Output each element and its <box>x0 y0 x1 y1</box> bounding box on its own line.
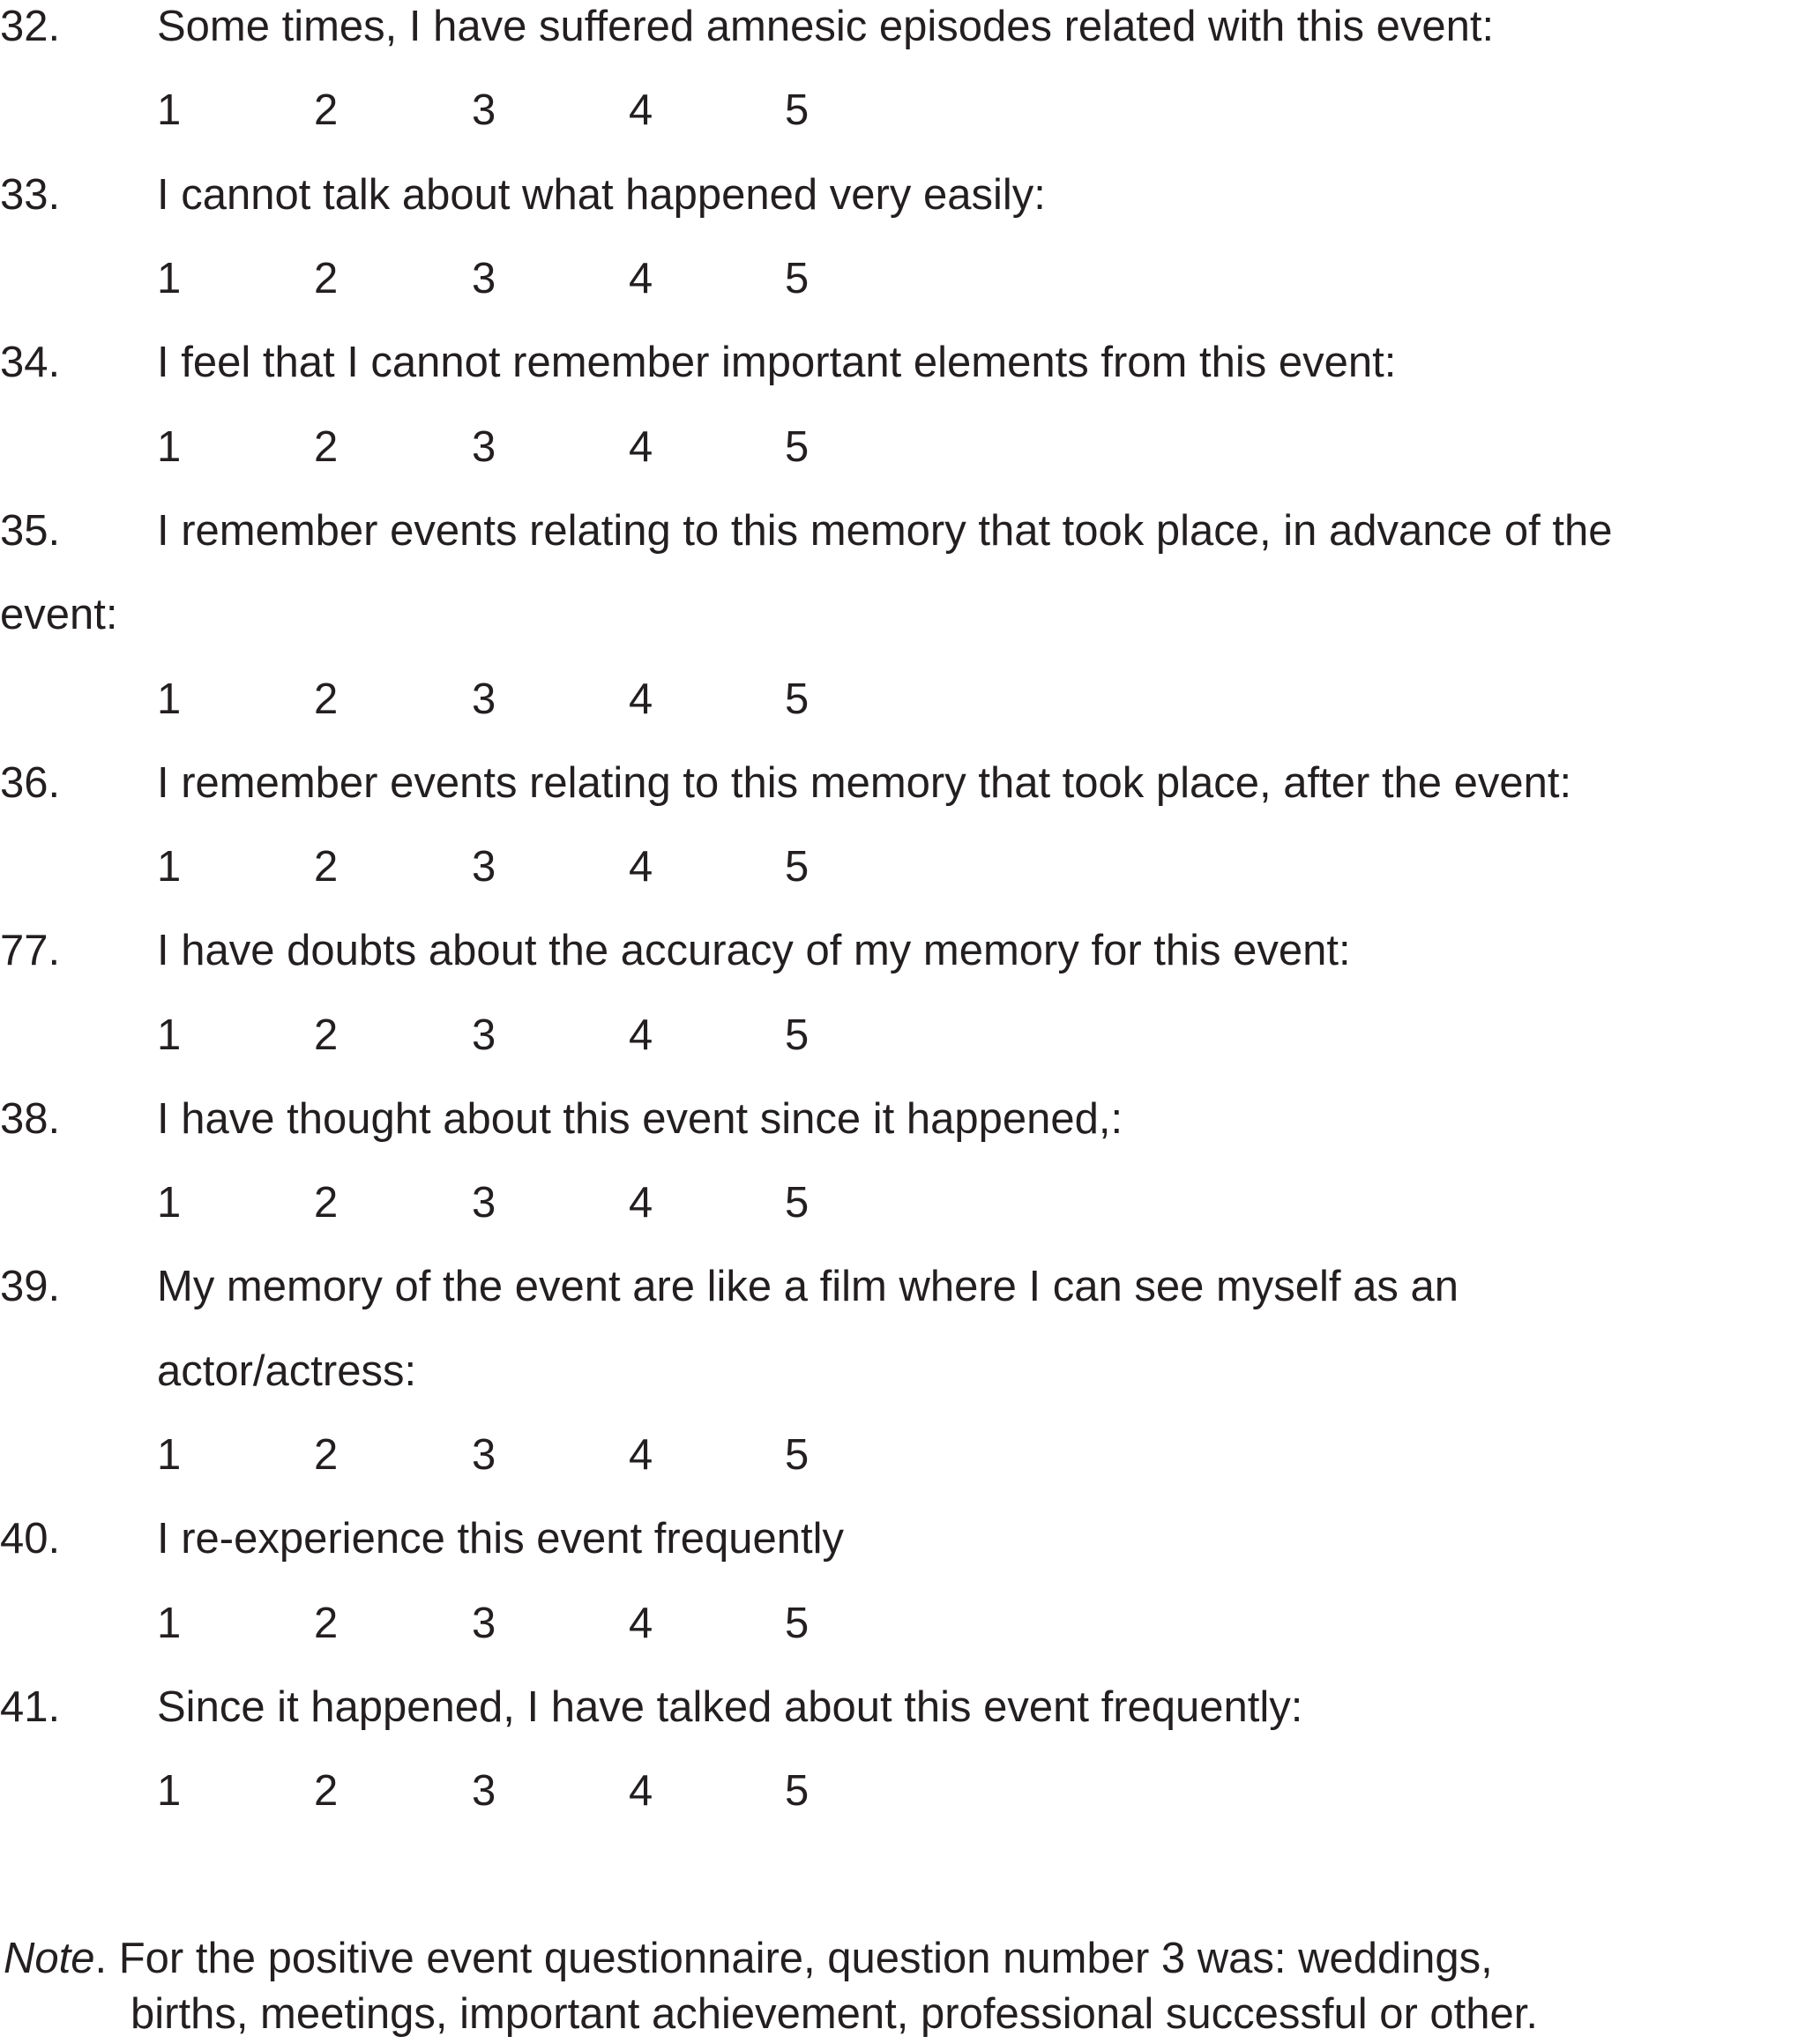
item-text: Some times, I have suffered amnesic episodes related with this event: <box>157 3 1495 50</box>
scale-option-5[interactable]: 5 <box>785 1179 810 1227</box>
item-number: 41. <box>0 1683 61 1731</box>
item-text: I have doubts about the accuracy of my memory for this event: <box>157 927 1351 974</box>
scale-option-4[interactable]: 4 <box>629 1600 653 1647</box>
scale-option-3[interactable]: 3 <box>472 843 496 891</box>
scale-option-2[interactable]: 2 <box>314 1011 339 1059</box>
scale-option-5[interactable]: 5 <box>785 675 810 723</box>
scale-option-1[interactable]: 1 <box>157 843 182 891</box>
item-number: 35. <box>0 507 61 555</box>
item-text: I remember events relating to this memory that took place, in advance of the <box>157 507 1613 555</box>
item-number: 34. <box>0 339 61 386</box>
item-text: I remember events relating to this memory that took place, after the event: <box>157 759 1572 807</box>
scale-option-5[interactable]: 5 <box>785 255 810 302</box>
item-text: I re-experience this event frequently <box>157 1515 844 1563</box>
scale-option-3[interactable]: 3 <box>472 1011 496 1059</box>
scale-option-1[interactable]: 1 <box>157 1431 182 1479</box>
scale-option-2[interactable]: 2 <box>314 675 339 723</box>
item-number: 32. <box>0 3 61 50</box>
scale-option-1[interactable]: 1 <box>157 255 182 302</box>
item-number: 36. <box>0 759 61 807</box>
scale-option-2[interactable]: 2 <box>314 255 339 302</box>
scale-option-5[interactable]: 5 <box>785 843 810 891</box>
scale-option-1[interactable]: 1 <box>157 1767 182 1815</box>
item-number: 39. <box>0 1263 61 1310</box>
scale-option-2[interactable]: 2 <box>314 1767 339 1815</box>
scale-option-5[interactable]: 5 <box>785 1767 810 1815</box>
scale-option-3[interactable]: 3 <box>472 255 496 302</box>
scale-option-4[interactable]: 4 <box>629 423 653 471</box>
item-text: My memory of the event are like a film where I can see myself as an <box>157 1263 1459 1310</box>
item-text: I feel that I cannot remember important elements from this event: <box>157 339 1397 386</box>
scale-option-3[interactable]: 3 <box>472 1600 496 1647</box>
scale-option-2[interactable]: 2 <box>314 1179 339 1227</box>
scale-option-4[interactable]: 4 <box>629 1179 653 1227</box>
item-number: 38. <box>0 1095 61 1143</box>
note-text: . For the positive event questionnaire, question number 3 was: weddings, <box>94 1935 1493 1982</box>
scale-option-1[interactable]: 1 <box>157 1600 182 1647</box>
item-text: Since it happened, I have talked about this event frequently: <box>157 1683 1303 1731</box>
scale-option-3[interactable]: 3 <box>472 675 496 723</box>
footnote <box>4 1937 1493 1981</box>
scale-option-3[interactable]: 3 <box>472 423 496 471</box>
item-text: I cannot talk about what happened very easily: <box>157 171 1046 219</box>
scale-option-4[interactable]: 4 <box>629 86 653 134</box>
item-number: 33. <box>0 171 61 219</box>
scale-option-5[interactable]: 5 <box>785 1011 810 1059</box>
scale-option-2[interactable]: 2 <box>314 1431 339 1479</box>
scale-option-1[interactable]: 1 <box>157 86 182 134</box>
scale-option-5[interactable]: 5 <box>785 86 810 134</box>
scale-option-5[interactable]: 5 <box>785 1600 810 1647</box>
scale-option-4[interactable]: 4 <box>629 255 653 302</box>
scale-option-1[interactable]: 1 <box>157 1011 182 1059</box>
footnote-continuation: births, meetings, important achievement, professional successful or other. <box>131 1990 1538 2038</box>
scale-option-3[interactable]: 3 <box>472 1179 496 1227</box>
scale-option-3[interactable]: 3 <box>472 1767 496 1815</box>
scale-option-1[interactable]: 1 <box>157 423 182 471</box>
scale-option-4[interactable]: 4 <box>629 1011 653 1059</box>
item-text: I have thought about this event since it happened,: <box>157 1095 1123 1143</box>
scale-option-5[interactable]: 5 <box>785 1431 810 1479</box>
item-text-continuation: event: <box>0 591 118 638</box>
scale-option-3[interactable]: 3 <box>472 86 496 134</box>
scale-option-2[interactable]: 2 <box>314 843 339 891</box>
scale-option-1[interactable]: 1 <box>157 675 182 723</box>
item-number: 77. <box>0 927 61 974</box>
scale-option-3[interactable]: 3 <box>472 1431 496 1479</box>
scale-option-2[interactable]: 2 <box>314 423 339 471</box>
note-label: Note <box>4 1935 95 1982</box>
item-text-continuation: actor/actress: <box>157 1347 417 1395</box>
item-number: 40. <box>0 1515 61 1563</box>
scale-option-2[interactable]: 2 <box>314 86 339 134</box>
scale-option-4[interactable]: 4 <box>629 1767 653 1815</box>
scale-option-5[interactable]: 5 <box>785 423 810 471</box>
scale-option-4[interactable]: 4 <box>629 675 653 723</box>
scale-option-4[interactable]: 4 <box>629 1431 653 1479</box>
scale-option-1[interactable]: 1 <box>157 1179 182 1227</box>
scale-option-4[interactable]: 4 <box>629 843 653 891</box>
scale-option-2[interactable]: 2 <box>314 1600 339 1647</box>
